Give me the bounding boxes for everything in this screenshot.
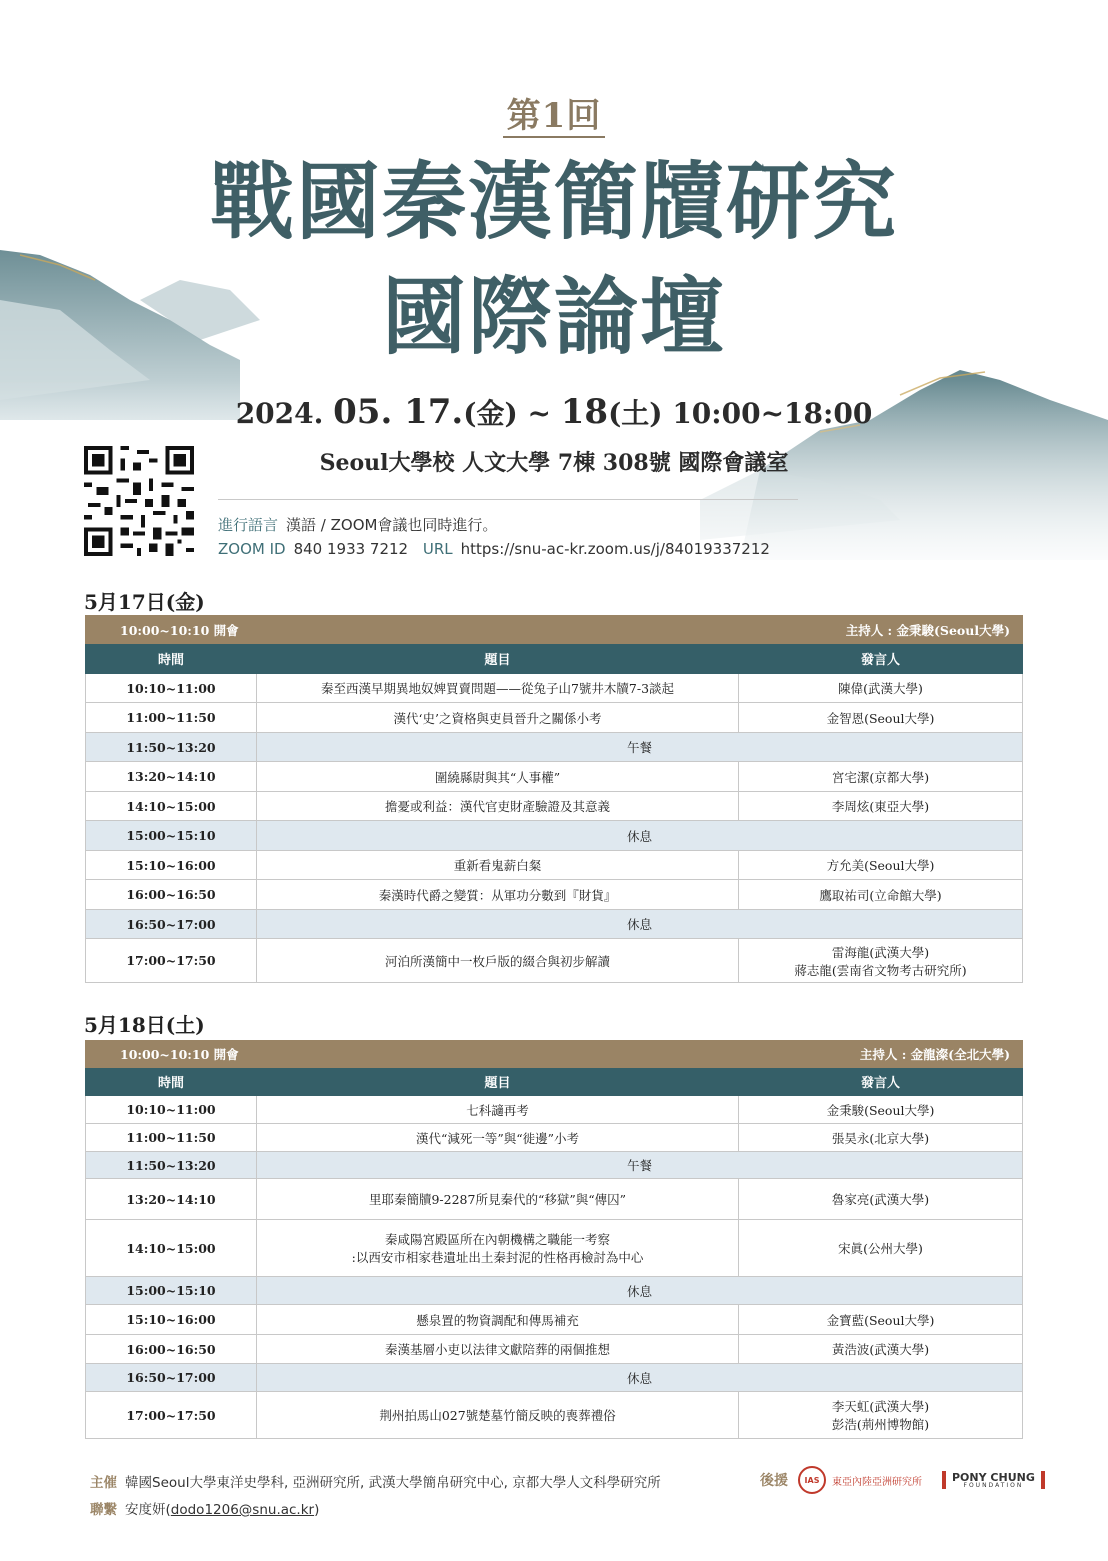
session-row — [86, 1220, 1023, 1277]
session-speaker: 鷹取祐司(立命館大學) — [739, 880, 1023, 910]
forum-title-line2: 國際論壇 — [381, 267, 726, 366]
zoom-info: ZOOM ID 840 1933 7212 URL https://snu-ac-kr.zoom.us/j/84019337212 — [218, 540, 770, 558]
pony-chung-mark-icon — [942, 1471, 946, 1489]
session-speaker: 李周炫(東亞大學) — [739, 792, 1023, 821]
break-row — [86, 1364, 1023, 1392]
session-row — [86, 674, 1023, 703]
day2-schedule-table — [85, 1040, 1023, 1439]
break-row — [86, 733, 1023, 762]
session-speaker: 雷海龍(武漢大學) 蔣志龍(雲南省文物考古研究所) — [739, 939, 1023, 983]
session-time: 16:00~16:50 — [86, 880, 257, 910]
session-time: 16:50~17:00 — [86, 1364, 257, 1392]
break-label: 午餐 — [257, 733, 1023, 762]
zoom-url-link[interactable]: https://snu-ac-kr.zoom.us/j/84019337212 — [460, 540, 770, 558]
table-header-row — [86, 1068, 1023, 1096]
break-label: 休息 — [257, 1364, 1023, 1392]
col-topic-header: 題目 — [257, 644, 739, 674]
ias-name: 東亞內陸亞洲研究所 — [832, 1476, 922, 1488]
session-row — [86, 792, 1023, 821]
day1-schedule-table — [85, 615, 1023, 983]
session-speaker: 方允美(Seoul大學) — [739, 851, 1023, 880]
session-speaker: 黃浩波(武漢大學) — [739, 1335, 1023, 1364]
session-time: 13:20~14:10 — [86, 1179, 257, 1220]
break-row — [86, 821, 1023, 851]
session-time: 11:00~11:50 — [86, 703, 257, 733]
opening-row: 10:00~10:10 開會 主持人 : 金秉駿(Seoul大學) — [86, 616, 1023, 644]
session-time: 11:00~11:50 — [86, 1124, 257, 1152]
contact-email-link[interactable]: dodo1206@snu.ac.kr — [170, 1502, 315, 1518]
session-row — [86, 939, 1023, 983]
session-time: 11:50~13:20 — [86, 1152, 257, 1179]
col-time-header: 時間 — [86, 644, 257, 674]
session-time: 13:20~14:10 — [86, 762, 257, 792]
session-speaker: 陳偉(武漢大學) — [739, 674, 1023, 703]
session-speaker: 金秉駿(Seoul大學) — [739, 1096, 1023, 1124]
session-row — [86, 851, 1023, 880]
session-time: 17:00~17:50 — [86, 939, 257, 983]
session-row — [86, 1305, 1023, 1335]
session-time: 14:10~15:00 — [86, 1220, 257, 1277]
break-label: 休息 — [257, 1277, 1023, 1305]
session-topic: 漢代‘史’之資格與吏員晉升之關係小考 — [257, 703, 739, 733]
session-topic: 擔憂或利益：漢代官吏財產驗證及其意義 — [257, 792, 739, 821]
event-venue: Seoul大學校 人文大學 7棟 308號 國際會議室 — [319, 450, 789, 476]
break-row — [86, 910, 1023, 939]
host-info: 主催 韓國Seoul大學東洋史學科, 亞洲研究所, 武漢大學簡帛研究中心, 京都大學人文科學研究所 — [90, 1475, 661, 1491]
session-topic: 秦漢時代爵之變質：从軍功分數到『財貨』 — [257, 880, 739, 910]
col-speaker-header: 發言人 — [739, 1068, 1023, 1096]
session-topic: 重新看鬼薪白粲 — [257, 851, 739, 880]
session-speaker: 張昊永(北京大學) — [739, 1124, 1023, 1152]
session-row — [86, 1335, 1023, 1364]
session-topic: 荆州拍馬山027號楚墓竹簡反映的喪葬禮俗 — [257, 1392, 739, 1439]
session-time: 15:00~15:10 — [86, 1277, 257, 1305]
session-topic: 圍繞縣尉與其“人事權” — [257, 762, 739, 792]
session-time: 11:50~13:20 — [86, 733, 257, 762]
break-label: 休息 — [257, 821, 1023, 851]
col-time-header: 時間 — [86, 1068, 257, 1096]
session-topic: 秦至西漢早期異地奴婢買賣問題——從兔子山7號井木牘7-3談起 — [257, 674, 739, 703]
session-time: 14:10~15:00 — [86, 792, 257, 821]
session-row — [86, 1392, 1023, 1439]
opening-row: 10:00~10:10 開會 主持人 : 金龍澯(全北大學) — [86, 1041, 1023, 1068]
session-topic: 漢代“減死一等”與“徙邊”小考 — [257, 1124, 739, 1152]
language-info: 進行語言 漢語 / ZOOM會議也同時進行。 — [218, 516, 498, 534]
session-time: 15:10~16:00 — [86, 851, 257, 880]
session-topic: 秦漢基層小吏以法律文獻陪葬的兩個推想 — [257, 1335, 739, 1364]
session-time: 10:10~11:00 — [86, 1096, 257, 1124]
day2-title: 5月18日(土) — [84, 1013, 205, 1037]
col-topic-header: 題目 — [257, 1068, 739, 1096]
session-row — [86, 762, 1023, 792]
ias-logo-icon: IAS — [798, 1466, 826, 1494]
event-date: 2024. 05. 17.(金) ~ 18(土) 10:00~18:00 — [235, 392, 873, 432]
pony-chung-logo: PONY CHUNG FOUNDATION — [952, 1470, 1035, 1489]
pony-chung-mark-icon — [1041, 1471, 1045, 1489]
zoom-qr-code[interactable] — [80, 442, 198, 560]
session-time: 15:00~15:10 — [86, 821, 257, 851]
session-topic: 秦咸陽宮殿區所在內朝機構之職能一考察 :以西安市相家巷遺址出土秦封泥的性格再檢討為中心 — [257, 1220, 739, 1277]
session-speaker: 宋眞(公州大學) — [739, 1220, 1023, 1277]
col-speaker-header: 發言人 — [739, 644, 1023, 674]
contact-info: 聯繫 安度妍(dodo1206@snu.ac.kr) — [90, 1502, 320, 1518]
session-row — [86, 1124, 1023, 1152]
break-label: 休息 — [257, 910, 1023, 939]
session-speaker: 魯家亮(武漢大學) — [739, 1179, 1023, 1220]
session-topic: 懸泉置的物資調配和傳馬補充 — [257, 1305, 739, 1335]
session-speaker: 宮宅潔(京都大學) — [739, 762, 1023, 792]
session-row — [86, 880, 1023, 910]
session-row — [86, 703, 1023, 733]
break-label: 午餐 — [257, 1152, 1023, 1179]
session-topic: 河泊所漢簡中一枚戶版的綴合與初步解讀 — [257, 939, 739, 983]
sponsor-logos: 後援 IAS 東亞內陸亞洲研究所 PONY CHUNG FOUNDATION — [760, 1466, 1045, 1494]
forum-title-line1: 戰國秦漢簡牘研究 — [209, 152, 898, 251]
session-speaker: 李天虹(武漢大學) 彭浩(荊州博物館) — [739, 1392, 1023, 1439]
session-time: 15:10~16:00 — [86, 1305, 257, 1335]
session-time: 16:50~17:00 — [86, 910, 257, 939]
break-row — [86, 1152, 1023, 1179]
session-topic: 七科讁再考 — [257, 1096, 739, 1124]
table-header-row — [86, 644, 1023, 674]
session-row — [86, 1179, 1023, 1220]
session-topic: 里耶秦簡牘9-2287所見秦代的“移獄”與“傳囚” — [257, 1179, 739, 1220]
session-time: 17:00~17:50 — [86, 1392, 257, 1439]
session-row — [86, 1096, 1023, 1124]
session-time: 16:00~16:50 — [86, 1335, 257, 1364]
edition-label: 第1回 — [0, 88, 1108, 137]
session-time: 10:10~11:00 — [86, 674, 257, 703]
info-divider — [218, 499, 798, 500]
session-speaker: 金智恩(Seoul大學) — [739, 703, 1023, 733]
day1-title: 5月17日(金) — [84, 590, 205, 614]
break-row — [86, 1277, 1023, 1305]
session-speaker: 金寶藍(Seoul大學) — [739, 1305, 1023, 1335]
